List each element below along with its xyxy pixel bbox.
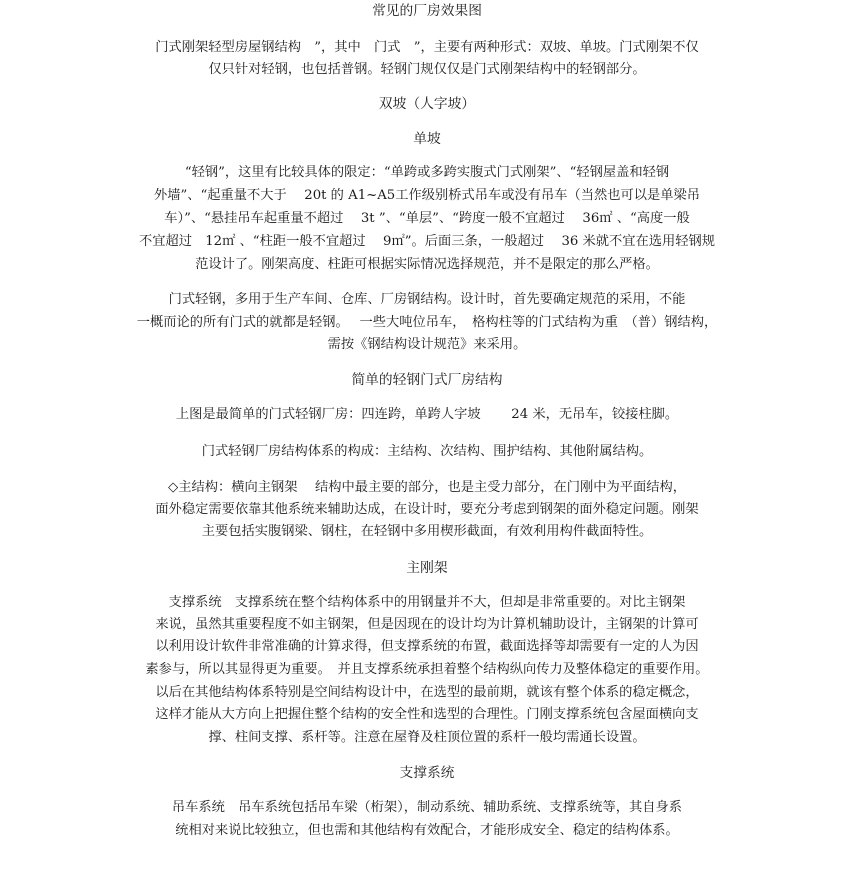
text-line: 需按《钢结构设计规范》来采用。 — [327, 337, 527, 352]
paragraph-simplest-factory: 上图是最简单的门式轻钢厂房：四连跨，单跨人字坡 24 米，无吊车，铰接柱脚。 — [175, 407, 679, 422]
text-line: 以利用设计软件非常准确的计算求得，但支撑系统的布置，截面选择等却需要有一定的人为因 — [155, 639, 699, 654]
text-line: 撑、柱间支撑、系杆等。注意在屋脊及柱顶位置的系杆一般均需通长设置。 — [208, 730, 646, 745]
text-line: 统相对来说比较独立，但也需和其他结构有效配合，才能形成安全、稳定的结构体系。 — [175, 823, 679, 838]
text-line: “轻钢”，这里有比较具体的限定：“单跨或多跨实腹式门式刚架”、“轻钢屋盖和轻钢 — [184, 165, 670, 180]
text-line: 支撑系统 支撑系统在整个结构体系中的用钢量并不大，但却是非常重要的。对比主钢架 — [168, 595, 686, 610]
heading-bracing-system: 支撑系统 — [399, 765, 455, 781]
text-line: 一概而论的所有门式的就都是轻钢。 一些大吨位吊车， 格构柱等的门式结构为重 （普）钢结构， — [136, 315, 718, 330]
text-line: 门式刚架轻型房屋钢结构 ”，其中 门式 ”，主要有两种形式：双坡、单坡。门式刚架不仅 — [155, 40, 699, 55]
text-line: ◇主结构：横向主钢架 结构中最主要的部分，也是主受力部分，在门刚中为平面结构， — [168, 480, 686, 495]
text-line: 素参与，所以其显得更为重要。 并且支撑系统承担着整个结构纵向传力及整体稳定的重要作用。 — [145, 662, 709, 677]
text-line: 不宜超过 12㎡ 、“柱距一般不宜超过 9㎡”。后面三条，一般超过 36 米就不宜在选用轻钢规 — [138, 234, 716, 249]
heading-factory-renderings: 常见的厂房效果图 — [372, 3, 482, 19]
text-line: 以后在其他结构体系特别是空间结构设计中，在选型的最前期，就该有整个体系的稳定概念， — [155, 685, 699, 700]
text-line: 来说，虽然其重要程度不如主钢架，但是因现在的设计均为计算机辅助设计，主钢架的计算可 — [155, 617, 699, 632]
text-line: 范设计了。刚架高度、柱距可根据实际情况选择规范，并不是限定的那么严格。 — [195, 257, 659, 272]
text-line: 面外稳定需要依靠其他系统来辅助达成，在设计时，要充分考虑到钢架的面外稳定问题。刚架 — [155, 502, 699, 517]
text-line: 车）”、“悬挂吊车起重量不超过 3t ”、“单层”、“跨度一般不宜超过 36㎡ 、“高度一般 — [164, 211, 690, 226]
text-line: 仅只针对轻钢，也包括普钢。轻钢门规仅仅是门式刚架结构中的轻钢部分。 — [208, 62, 646, 77]
heading-main-frame: 主刚架 — [406, 560, 448, 576]
heading-double-slope: 双坡（人字坡） — [378, 96, 476, 112]
heading-single-slope: 单坡 — [413, 131, 441, 147]
text-line: 主要包括实腹钢梁、钢柱，在轻钢中多用楔形截面，有效利用构件截面特性。 — [201, 524, 653, 539]
text-line: 这样才能从大方向上把握住整个结构的安全性和选型的合理性。门刚支撑系统包含屋面横向支 — [155, 707, 699, 722]
text-line: 门式轻钢，多用于生产车间、仓库、厂房钢结构。设计时，首先要确定规范的采用，不能 — [168, 292, 686, 307]
text-line: 吊车系统 吊车系统包括吊车梁（桁架），制动系统、辅助系统、支撑系统等，其自身系 — [171, 800, 683, 815]
paragraph-system-composition: 门式轻钢厂房结构体系的构成：主结构、次结构、围护结构、其他附属结构。 — [201, 444, 653, 459]
text-line: 外墙”、“起重量不大于 20t 的 A1~A5工作级别桥式吊车或没有吊车（当然也可以是单梁吊 — [154, 188, 700, 203]
heading-simple-structure: 简单的轻钢门式厂房结构 — [351, 372, 503, 388]
